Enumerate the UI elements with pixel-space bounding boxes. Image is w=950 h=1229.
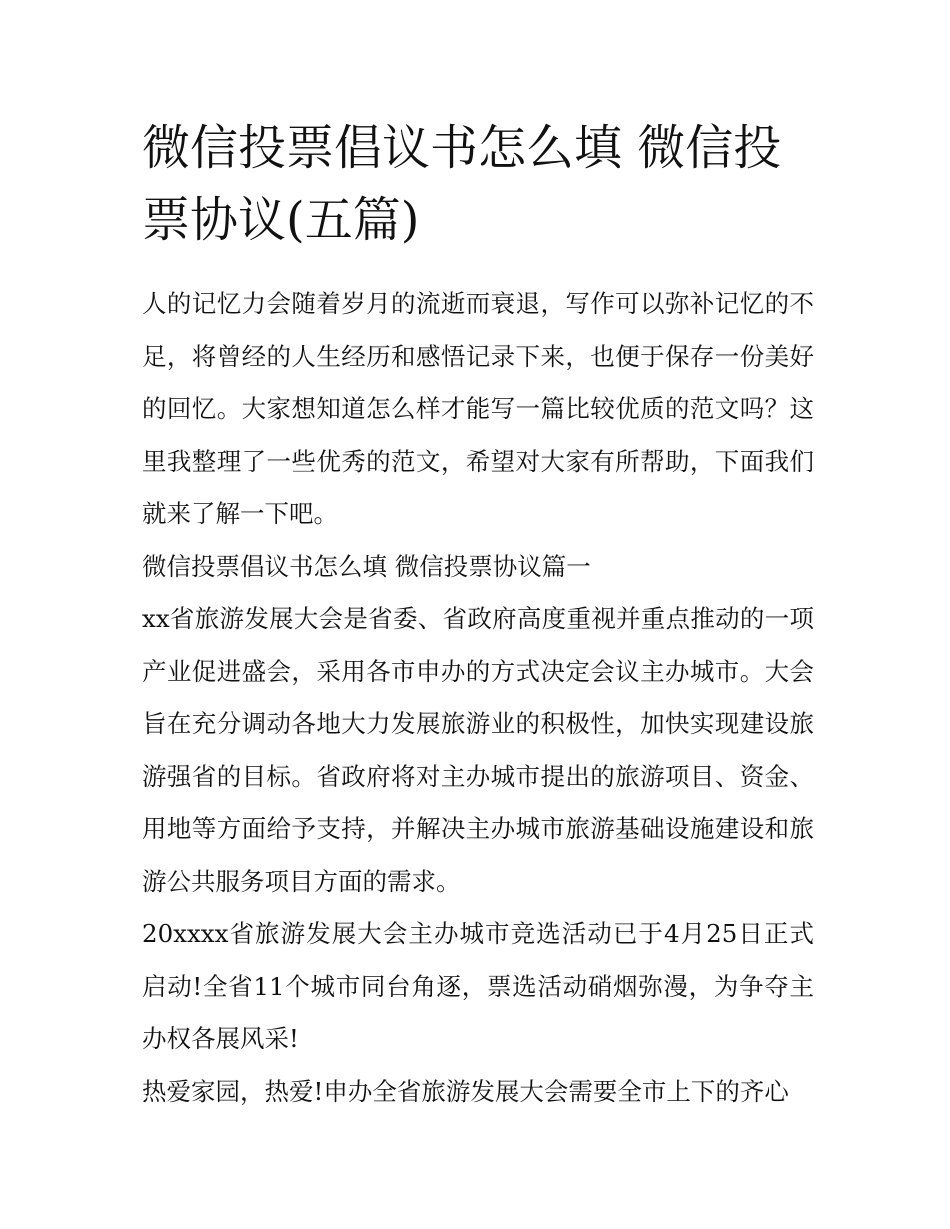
body-paragraph: xx省旅游发展大会是省委、省政府高度重视并重点推动的一项产业促进盛会，采用各市申办的方式决定会议主办城市。大会旨在充分调动各地大力发展旅游业的积极性，加快实现建设旅游强省的目标。省政府将对主办城市提出的旅游项目、资金、用地等方面给予支持，并解决主办城市旅游基础设施建设和旅游公共服务项目方面的需求。 — [142, 604, 814, 896]
body-paragraph: 20xxxx省旅游发展大会主办城市竞选活动已于4月25日正式启动!全省11个城市同台角逐，票选活动硝烟弥漫，为争夺主办权各展风采! — [142, 919, 814, 1053]
document-body — [142, 112, 814, 1118]
body-paragraph: 热爱家园，热爱!申办全省旅游发展大会需要全市上下的齐心 — [142, 1076, 789, 1106]
document-title: 微信投票倡议书怎么填 微信投票协议(五篇) — [142, 120, 782, 248]
intro-paragraph: 人的记忆力会随着岁月的流逝而衰退，写作可以弥补记忆的不足，将曾经的人生经历和感悟记录下来，也便于保存一份美好的回忆。大家想知道怎么样才能写一篇比较优质的范文吗？这里我整理了一些优秀的范文，希望对大家有所帮助，下面我们就来了解一下吧。 — [142, 289, 814, 528]
section-heading: 微信投票倡议书怎么填 微信投票协议篇一 — [142, 551, 591, 581]
